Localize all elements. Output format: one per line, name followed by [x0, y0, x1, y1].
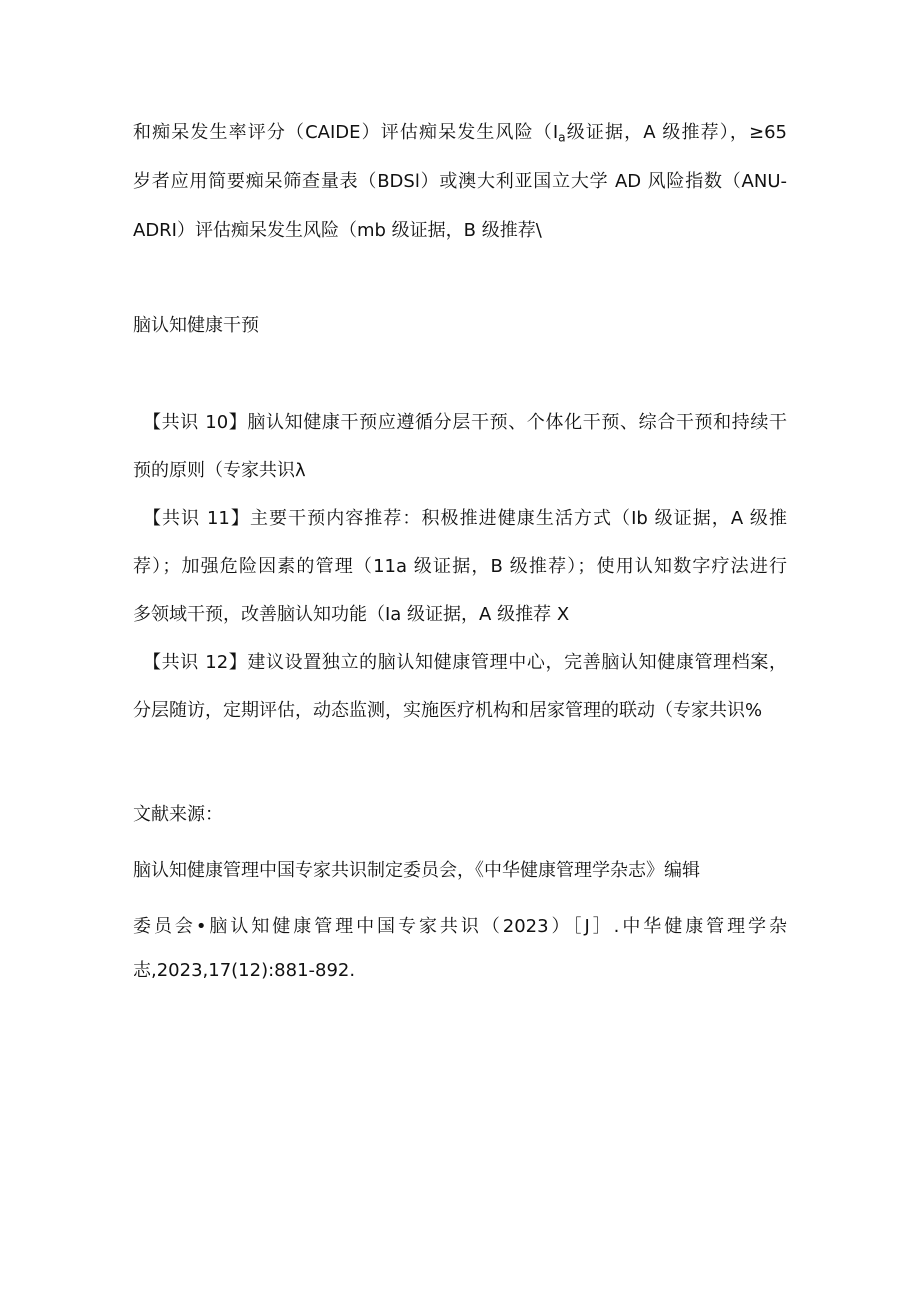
consensus-11-line-1: 【共识 11】主要干预内容推荐：积极推进健康生活方式（Ib 级证据，A 级推: [143, 508, 787, 529]
consensus-10-line-1: 【共识 10】脑认知健康干预应遵循分层干预、个体化干预、综合干预和持续干: [143, 412, 787, 433]
reference-entry-start: [133, 847, 787, 895]
reference-line-1: 脑认知健康管理中国专家共识制定委员会，《中华健康管理学杂志》编辑: [133, 860, 700, 881]
consensus-11-line-2: 荐）；加强危险因素的管理（11a 级证据，B 级推荐）；使用认知数字疗法进行: [133, 556, 787, 577]
consensus-12-line-2: 分层随访，定期评估，动态监测，实施医疗机构和居家管理的联动（专家共识%: [133, 700, 763, 721]
reference-line-2: 委员会•脑认知健康管理中国专家共识（2023）［J］.中华健康管理学杂: [133, 916, 787, 937]
consensus-12-line-1: 【共识 12】建议设置独立的脑认知健康管理中心，完善脑认知健康管理档案，: [143, 652, 787, 673]
reference-line-3: 志,2023,17(12):881-892.: [133, 960, 356, 981]
intro-line-1: [133, 108, 787, 157]
references-label-text: 文献来源：: [133, 804, 223, 825]
section-heading-text: 脑认知健康干预: [133, 315, 259, 336]
intro-paragraph: [133, 108, 787, 255]
consensus-11-line-3: 多领域干预，改善脑认知功能（Ia 级证据，A 级推荐 X: [133, 604, 570, 625]
reference-entry-cont: [133, 905, 787, 993]
intro-line-1-text-cont: 级证据，A 级推荐），≥65: [565, 122, 787, 143]
intro-line-3: ADRI）评估痴呆发生风险（mb 级证据，B 级推荐\: [133, 220, 542, 241]
intro-line-2: 岁者应用简要痴呆筛查量表（BDSl）或澳大利亚国立大学 AD 风险指数（ANU-: [133, 171, 787, 192]
references-label: [133, 791, 787, 839]
evidence-level-subscript: a: [558, 130, 566, 145]
intro-line-1-text: 和痴呆发生率评分（CAIDE）评估痴呆发生风险（I: [133, 122, 559, 143]
section-heading: [133, 302, 787, 350]
consensus-list: [133, 399, 787, 735]
consensus-10-line-2: 预的原则（专家共识λ: [133, 460, 306, 481]
